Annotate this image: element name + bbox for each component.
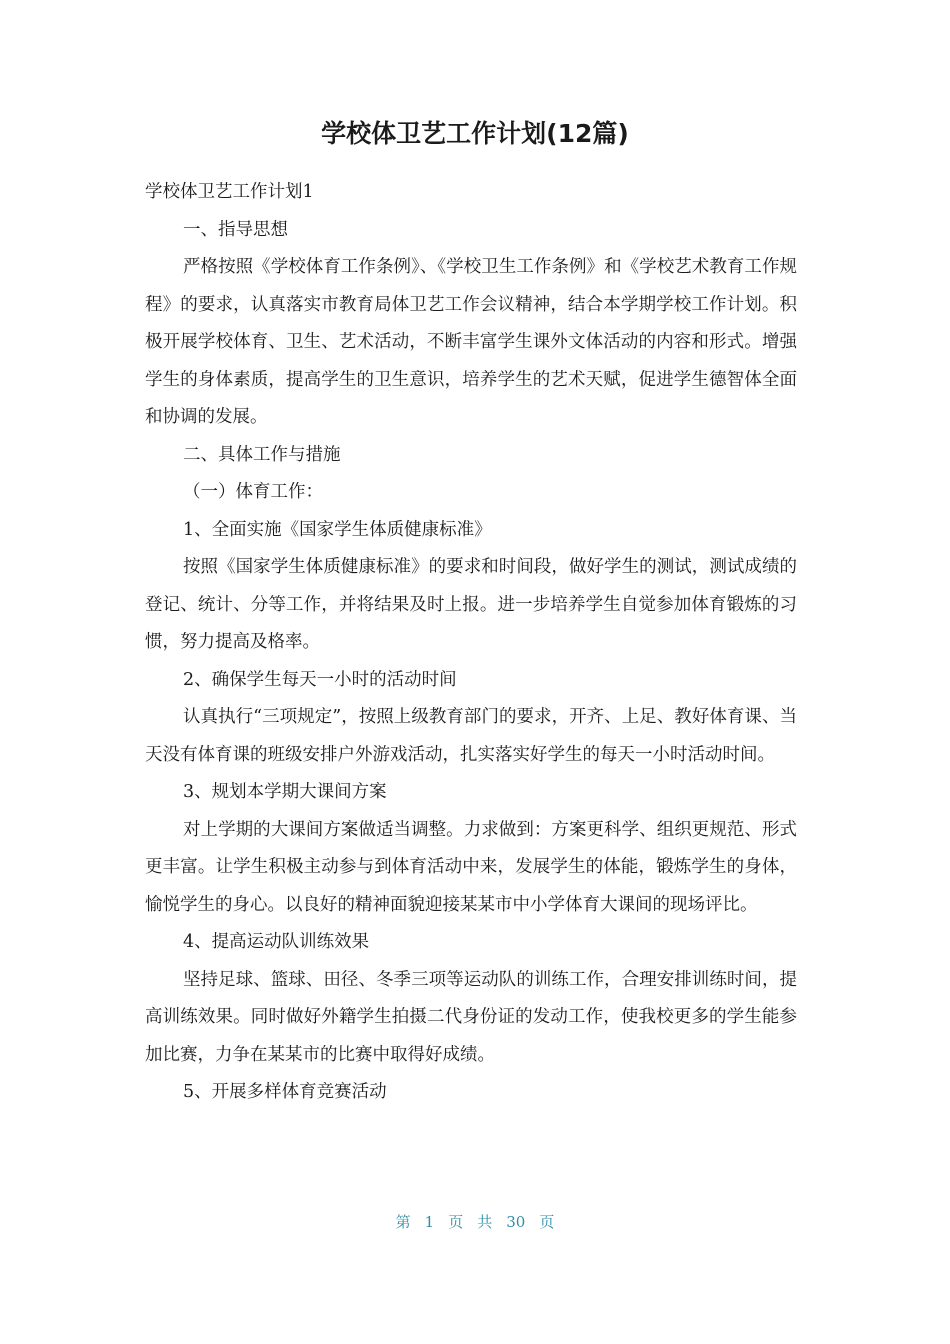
paragraph-heading: 一、指导思想 [183, 219, 288, 240]
paragraph-heading: （一）体育工作： [183, 482, 323, 502]
paragraph: 严格按照《学校体育工作条例》、《学校卫生工作条例》和《学校艺术教育工作规程》的要求，认真落实市教育局体卫艺工作会议精神，结合本学期学校工作计划。积极开展学校体育、卫生、艺术活动，不断丰富学生课外文体活动的内容和形式。增强学生的身体素质，提高学生的卫生意识，培养学生的艺术天赋，促进学生德智体全面和协调的发展。 [145, 257, 797, 427]
paragraph-heading: 二、具体工作与措施 [183, 444, 341, 465]
document-title: 学校体卫艺工作计划(12篇) [321, 119, 629, 148]
footer-page-label: 第 [395, 1213, 411, 1231]
paragraph: 按照《国家学生体质健康标准》的要求和时间段，做好学生的测试，测试成绩的登记、统计、分等工作，并将结果及时上报。进一步培养学生自觉参加体育锻炼的习惯，努力提高及格率。 [145, 557, 797, 652]
page-footer [0, 1207, 950, 1237]
paragraph: 对上学期的大课间方案做适当调整。力求做到：方案更科学、组织更规范、形式更丰富。让学生积极主动参与到体育活动中来，发展学生的体能，锻炼学生的身体，愉悦学生的身心。以良好的精神面貌迎接某某市中小学体育大课间的现场评比。 [145, 819, 797, 915]
footer-page-number: 1 [424, 1213, 435, 1231]
paragraph: 坚持足球、篮球、田径、冬季三项等运动队的训练工作，合理安排训练时间，提高训练效果。同时做好外籍学生拍摄二代身份证的发动工作，使我校更多的学生能参加比赛，力争在某某市的比赛中取得好成绩。 [145, 969, 797, 1065]
footer-total-label: 共 [477, 1213, 493, 1231]
footer-total-unit: 页 [539, 1213, 555, 1231]
paragraph-heading: 5、开展多样体育竞赛活动 [183, 1082, 387, 1102]
footer-total-pages: 30 [506, 1213, 526, 1231]
section-heading: 学校体卫艺工作计划1 [145, 182, 314, 202]
paragraph-heading: 4、提高运动队训练效果 [183, 932, 370, 952]
paragraph: 认真执行“三项规定”，按照上级教育部门的要求，开齐、上足、教好体育课、当天没有体育课的班级安排户外游戏活动，扎实落实好学生的每天一小时活动时间。 [145, 707, 797, 765]
footer-page-unit: 页 [448, 1213, 464, 1231]
document-body [145, 174, 797, 1112]
paragraph-heading: 3、规划本学期大课间方案 [183, 782, 387, 802]
paragraph-heading: 1、全面实施《国家学生体质健康标准》 [183, 519, 492, 540]
paragraph-heading: 2、确保学生每天一小时的活动时间 [183, 669, 457, 690]
